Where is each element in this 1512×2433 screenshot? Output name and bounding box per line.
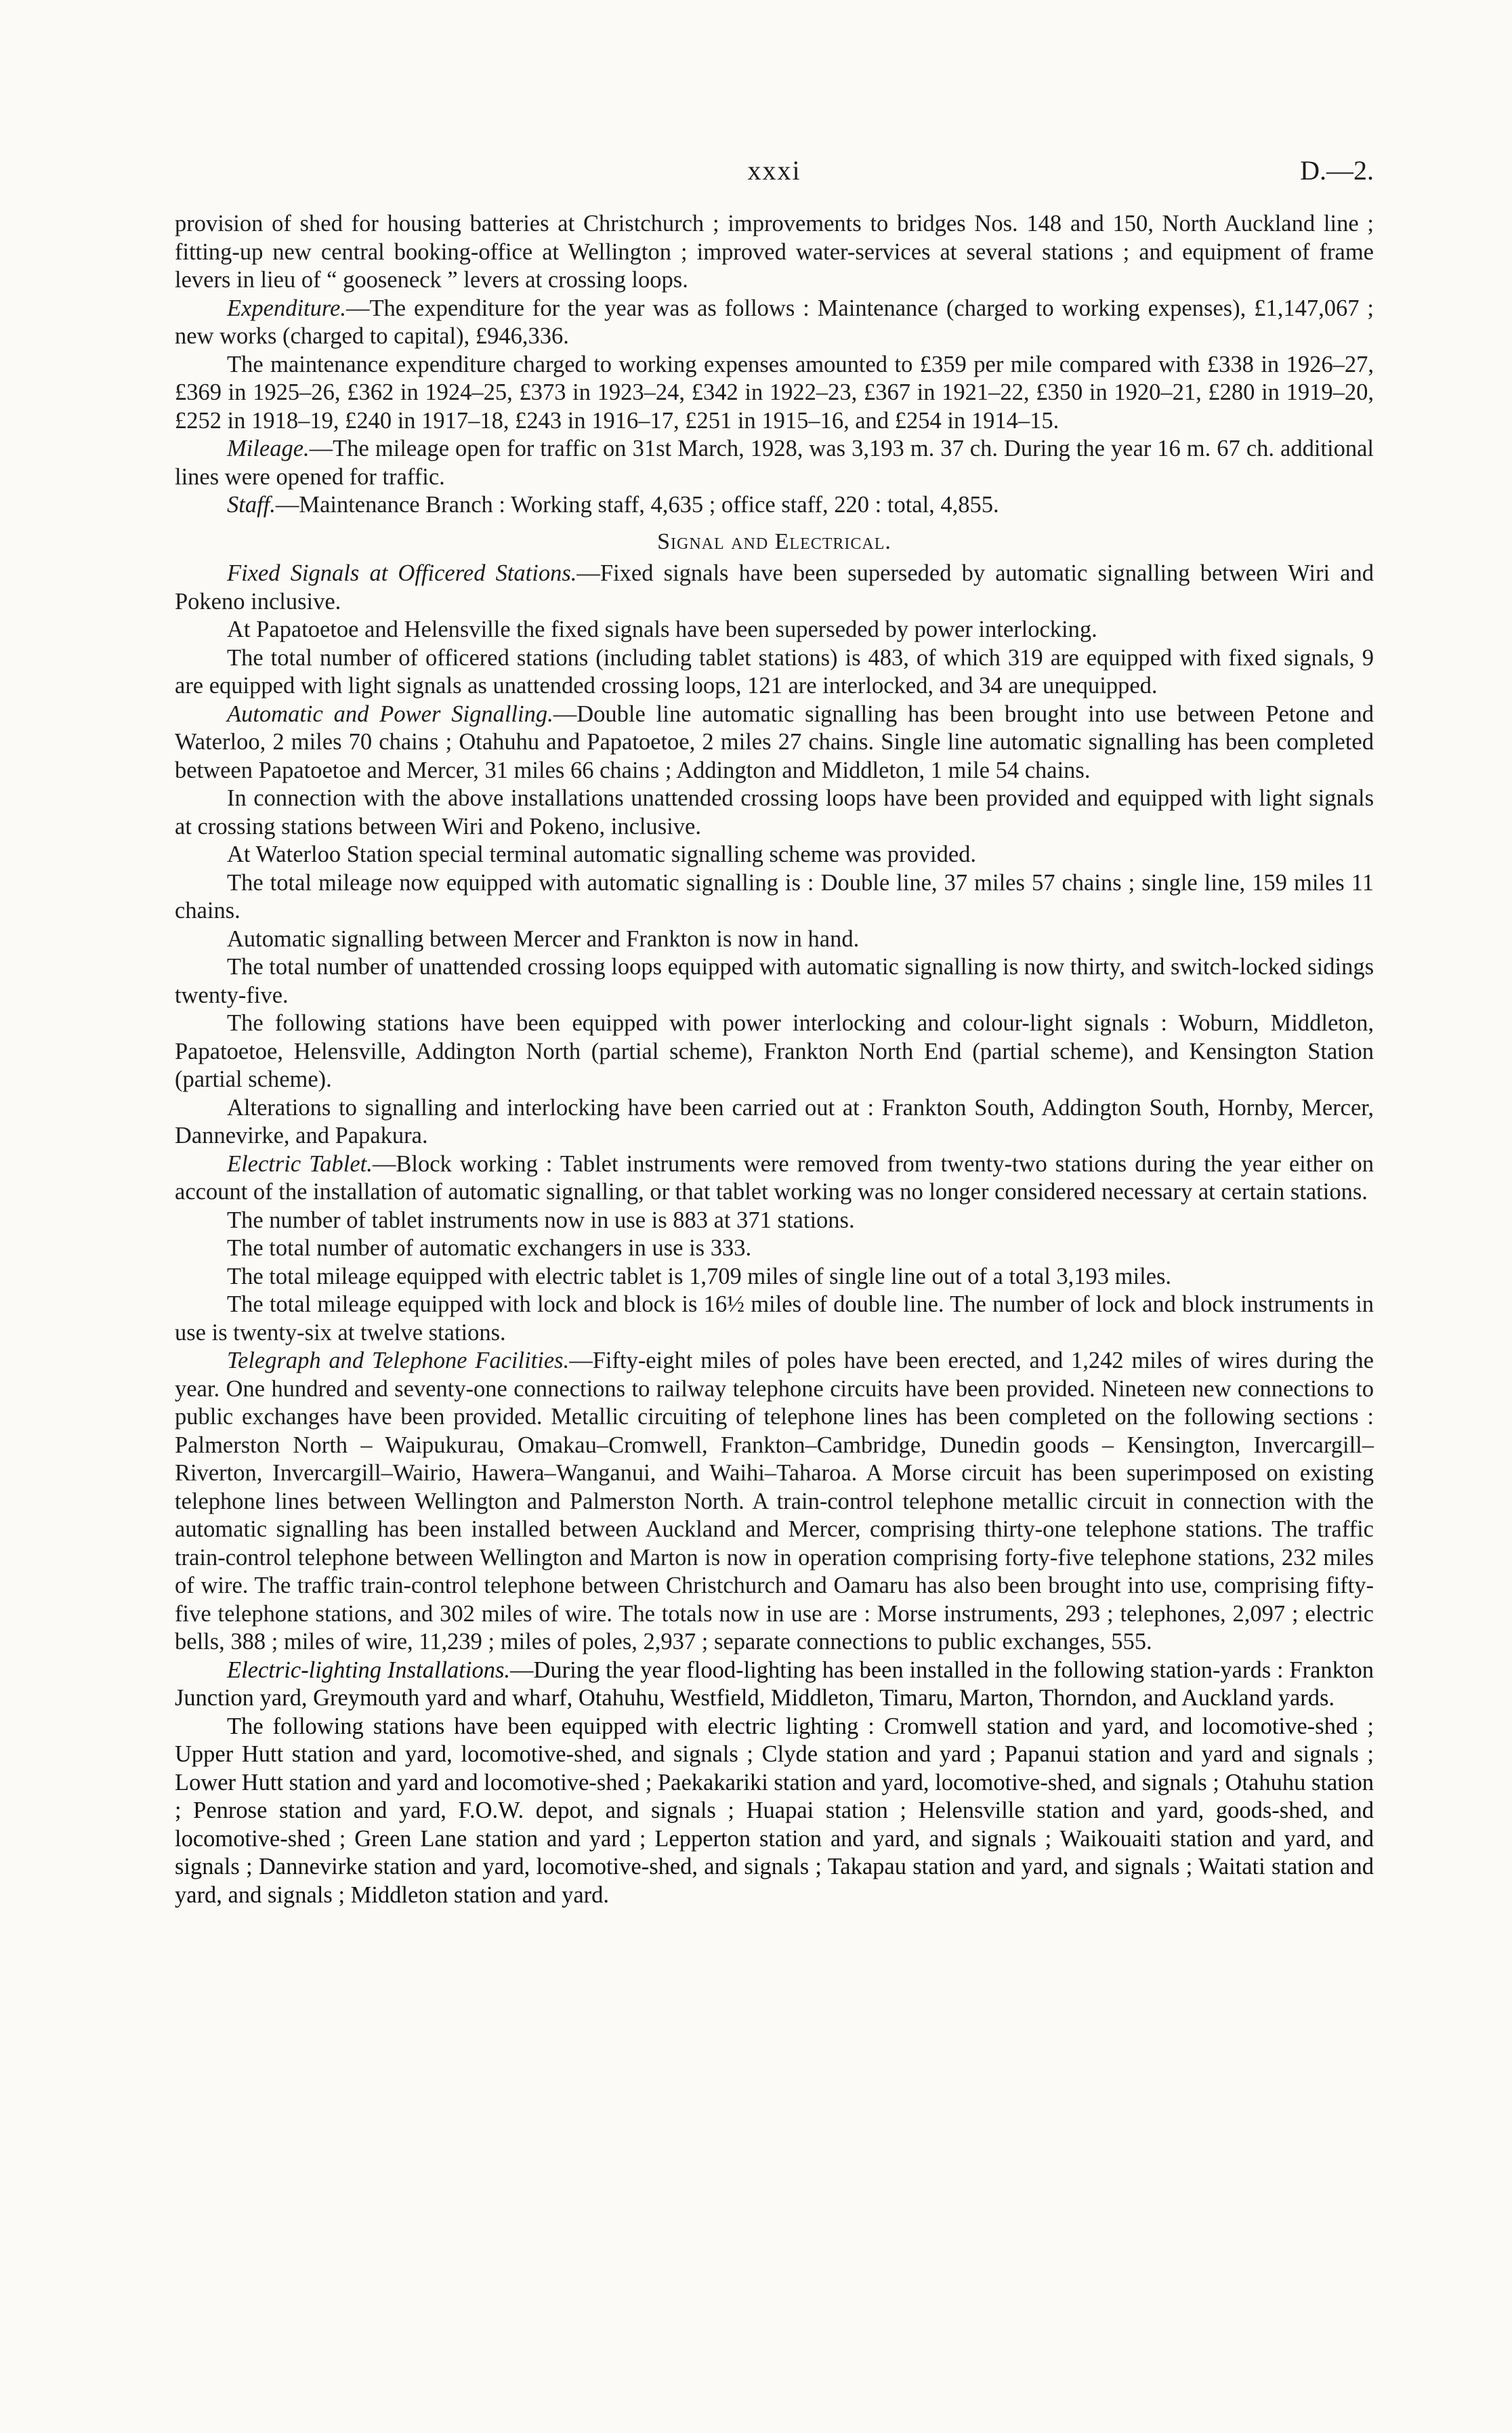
page-number: xxxi: [747, 155, 801, 186]
paragraph-crossing-loops: In connection with the above installations unattended crossing loops have been provided and equipped with light signals at crossing stations between Wiri and Pokeno, inclusive.: [175, 785, 1374, 839]
paragraph-mercer-frankton: Automatic signalling between Mercer and Frankton is now in hand.: [227, 926, 860, 952]
paragraph-lock-and-block: The total mileage equipped with lock and block is 16½ miles of double line. The number of lock and block instruments in use is twenty-six at twelve stations.: [175, 1291, 1374, 1346]
page-body: [175, 210, 1374, 1909]
paragraph-staff: Staff.—Maintenance Branch : Working staff, 4,635 ; office staff, 220 : total, 4,855.: [227, 492, 999, 518]
page-header: [175, 154, 1374, 195]
paragraph-mileage: Mileage.—The mileage open for traffic on 31st March, 1928, was 3,193 m. 37 ch. During the year 16 m. 67 ch. additional lines were opened for traffic.: [175, 436, 1374, 490]
paragraph-waterloo: At Waterloo Station special terminal automatic signalling scheme was provided.: [227, 841, 977, 867]
paragraph-electric-lighting: Electric-lighting Installations.—During the year flood-lighting has been installed in the following station-yards : Frankton Junction yard, Greymouth yard and wharf, Otahuhu, Westfield, Middleton, Timaru, Marton, Thorndon, and Auckland yards.: [175, 1657, 1374, 1711]
paragraph-electric-tablet: Electric Tablet.—Block working : Tablet instruments were removed from twenty-two stations during the year either on account of the installation of automatic signalling, or that tablet working was no longer considered necessary at certain stations.: [175, 1150, 1374, 1205]
paragraph-continuation: provision of shed for housing batteries at Christchurch ; improvements to bridges Nos. 148 and 150, North Auckland line ; fitting-up new central booking-office at Wellington ; improved water-services at several stations ; and equipment of frame levers in lieu of “ gooseneck ” levers at crossing loops.: [175, 211, 1374, 293]
paragraph-officered-stations: The total number of officered stations (including tablet stations) is 483, of which 319 are equipped with fixed signals, 9 are equipped with light signals as unattended crossing loops, 121 are interlocked, and 34 are unequipped.: [175, 644, 1374, 699]
paragraph-telegraph-telephone: Telegraph and Telephone Facilities.—Fifty-eight miles of poles have been erected, and 1,242 miles of wires during the year. One hundred and seventy-one connections to railway telephone circuits have been provided. Nineteen new connections to public exchanges have been provided. Metallic circuiting of telephone lines has been completed on the following sections : Palmerston North – Waipukurau, Omakau–Cromwell, Frankton–Cambridge, Dunedin goods – Kensington, Invercargill–Riverton, Invercargill–Wairio, Hawera–Wanganui, and Waihi–Taharoa. A Morse circuit has been superimposed on existing telephone lines between Wellington and Palmerston North. A train-control telephone metallic circuit in connection with the automatic signalling has been installed between Auckland and Mercer, comprising thirty-one telephone stations. The traffic train-control telephone between Wellington and Marton is now in operation comprising forty-five telephone stations, 232 miles of wire. The traffic train-control telephone between Christchurch and Oamaru has also been brought into use, comprising fifty-five telephone stations, and 302 miles of wire. The totals now in use are : Morse instruments, 293 ; telephones, 2,097 ; electric bells, 388 ; miles of wire, 11,239 ; miles of poles, 2,937 ; separate connections to public exchanges, 555.: [175, 1348, 1374, 1655]
paragraph-automatic-mileage: The total mileage now equipped with automatic signalling is : Double line, 37 miles 57 chains ; single line, 159 miles 11 chains.: [175, 869, 1374, 923]
paragraph-lighting-stations: The following stations have been equipped with electric lighting : Cromwell station and yard, and locomotive-shed ; Upper Hutt station and yard, locomotive-shed, and signals ; Clyde station and yard ; Papanui station and yard and signals ; Lower Hutt station and yard and locomotive-shed ; Paekakariki station and yard, locomotive-shed, and signals ; Otahuhu station ; Penrose station and yard, F.O.W. depot, and signals ; Huapai station ; Helensville station and yard, goods-shed, and locomotive-shed ; Green Lane station and yard ; Lepperton station and yard, and signals ; Waikouaiti station and yard, and signals ; Dannevirke station and yard, locomotive-shed, and signals ; Takapau station and yard, and signals ; Waitati station and yard, and signals ; Middleton station and yard.: [175, 1713, 1374, 1908]
paragraph-tablet-mileage: The total mileage equipped with electric tablet is 1,709 miles of single line out of a total 3,193 miles.: [227, 1263, 1172, 1289]
paragraph-fixed-signals: Fixed Signals at Officered Stations.—Fixed signals have been superseded by automatic signalling between Wiri and Pokeno inclusive.: [175, 560, 1374, 615]
document-reference: D.—2.: [1300, 155, 1374, 186]
paragraph-tablet-instruments: The number of tablet instruments now in use is 883 at 371 stations.: [227, 1207, 855, 1233]
paragraph-power-interlocking: The following stations have been equipped with power interlocking and colour-light signals : Woburn, Middleton, Papatoetoe, Helensville, Addington North (partial scheme), Frankton North End (partial scheme), and Kensington Station (partial scheme).: [175, 1010, 1374, 1092]
paragraph-maintenance-cost: The maintenance expenditure charged to working expenses amounted to £359 per mile compared with £338 in 1926–27, £369 in 1925–26, £362 in 1924–25, £373 in 1923–24, £342 in 1922–23, £367 in 1921–22, £350 in 1920–21, £280 in 1919–20, £252 in 1918–19, £240 in 1917–18, £243 in 1916–17, £251 in 1915–16, and £254 in 1914–15.: [175, 351, 1374, 434]
paragraph-automatic-signalling: Automatic and Power Signalling.—Double line automatic signalling has been brought into use between Petone and Waterloo, 2 miles 70 chains ; Otahuhu and Papatoetoe, 2 miles 27 chains. Single line automatic signalling has been completed between Papatoetoe and Mercer, 31 miles 66 chains ; Addington and Middleton, 1 mile 54 chains.: [175, 701, 1374, 783]
section-heading: Signal and Electrical.: [657, 528, 891, 554]
paragraph-alterations: Alterations to signalling and interlocking have been carried out at : Frankton South, Addington South, Hornby, Mercer, Dannevirke, and Papakura.: [175, 1094, 1374, 1148]
paragraph-papatoetoe: At Papatoetoe and Helensville the fixed signals have been superseded by power interlocking.: [227, 617, 1097, 642]
paragraph-exchangers: The total number of automatic exchangers in use is 333.: [227, 1235, 752, 1261]
paragraph-expenditure: Expenditure.—The expenditure for the year was as follows : Maintenance (charged to working expenses), £1,147,067 ; new works (charged to capital), £946,336.: [175, 295, 1374, 349]
paragraph-unattended-loops: The total number of unattended crossing loops equipped with automatic signalling is now thirty, and switch-locked sidings twenty-five.: [175, 954, 1374, 1008]
